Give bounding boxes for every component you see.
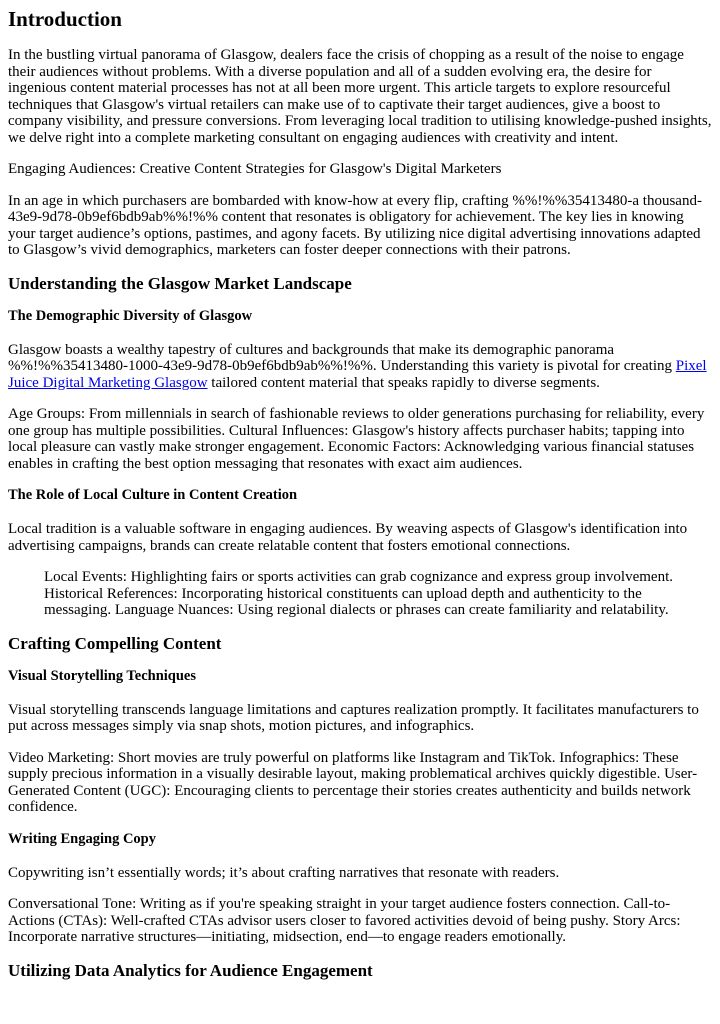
subheading-culture: The Role of Local Culture in Content Creation: [8, 487, 298, 503]
section-heading-market: Understanding the Glasgow Market Landscape: [8, 273, 352, 293]
page-title: Introduction: [8, 7, 122, 31]
intro-paragraph: In the bustling virtual panorama of Glasgow, dealers face the crisis of chopping as a result of the noise to engage their audiences without problems. With a diverse population and all of a sudden evolving era, the desire for ingenious content material processes has not at all been more urgent. This article targets to explore resourceful techniques that Glasgow's virtual retailers can make use of to captivate their target audiences, give a boost to company visibility, and pressure conversions. From leveraging local tradition to utilising knowledge-pushed insights, we delve right into a complete marketing consultant on engaging audiences with creativity and intent.: [8, 47, 712, 146]
subheading-visual: Visual Storytelling Techniques: [8, 667, 197, 684]
culture-blockquote: Local Events: Highlighting fairs or sports activities can grab cognizance and express group involvement. Historical References: Incorporating historical constituents can upload depth and authenticity to the messaging. Language Nuances: Using regional dialects or phrases can create familiarity and relatability.: [44, 569, 673, 618]
visual-paragraph: Visual storytelling transcends language limitations and captures realization promptly. It facilitates manufacturers to put across messages simply via snap shots, motion pictures, and infographics.: [8, 701, 699, 734]
demographic-text-before: Glasgow boasts a wealthy tapestry of cultures and backgrounds that make its demographic panorama %%!%%35413480-1000-43e9-9d78-0b9ef6bdb9ab%%!%%. Understanding this variety is pivotal for creating: [8, 341, 676, 374]
demographic-list-paragraph: Age Groups: From millennials in search of fashionable reviews to older generations purchasing for reliability, every one group has multiple possibilities. Cultural Influences: Glasgow's history affects purchaser habits; tapping into local pleasure can vastly make stronger engagement. Economic Factors: Acknowledging various financial statuses enables in crafting the best option messaging that resonates with exact aim audiences.: [8, 406, 705, 472]
visual-list-paragraph: Video Marketing: Short movies are truly powerful on platforms like Instagram and TikTok. Infographics: These supply precious information in a visually desirable layout, making problematical archives quickly digestible. User-Generated Content (UGC): Encouraging clients to percentage their stories creates authenticity and builds network confidence.: [8, 749, 698, 815]
subheading-demographic: The Demographic Diversity of Glasgow: [8, 307, 253, 324]
copy-list-paragraph: Conversational Tone: Writing as if you're speaking straight in your target audience fosters connection. Call-to-Actions (CTAs): Well-crafted CTAs advisor users closer to favored activities devoid of being pushy. Story Arcs: Incorporate narrative structures—initiating, midsection, end—to engage readers emotionally.: [8, 896, 681, 945]
copy-paragraph: Copywriting isn’t essentially words; it’s about crafting narratives that resonate with readers.: [8, 864, 560, 881]
section-heading-crafting: Crafting Compelling Content: [8, 633, 222, 653]
pixel-juice-link[interactable]: Pixel Juice Digital Marketing Glasgow: [8, 358, 707, 391]
section-heading-analytics: Utilizing Data Analytics for Audience Engagement: [8, 960, 373, 980]
demographic-text-after: tailored content material that speaks rapidly to diverse segments.: [207, 374, 600, 391]
culture-paragraph: Local tradition is a valuable software in engaging audiences. By weaving aspects of Glasgow's identification into advertising campaigns, brands can create relatable content that fosters emotional connections.: [8, 521, 688, 554]
subheading-copy: Writing Engaging Copy: [8, 830, 156, 847]
intro-subtitle-paragraph: Engaging Audiences: Creative Content Strategies for Glasgow's Digital Marketers: [8, 161, 502, 177]
demographic-paragraph: [8, 342, 712, 392]
intro-paragraph-2: In an age in which purchasers are bombarded with know-how at every flip, crafting %%!%%35413480-a thousand-43e9-9d78-0b9ef6bdb9ab%%!%% content that resonates is obligatory for achievement. The key lies in knowing your target audience’s options, pastimes, and agony facets. By utilizing nice digital advertising innovations adapted to Glasgow’s vivid demographics, marketers can foster deeper connections with their patrons.: [8, 192, 702, 258]
article: [0, 7, 720, 981]
